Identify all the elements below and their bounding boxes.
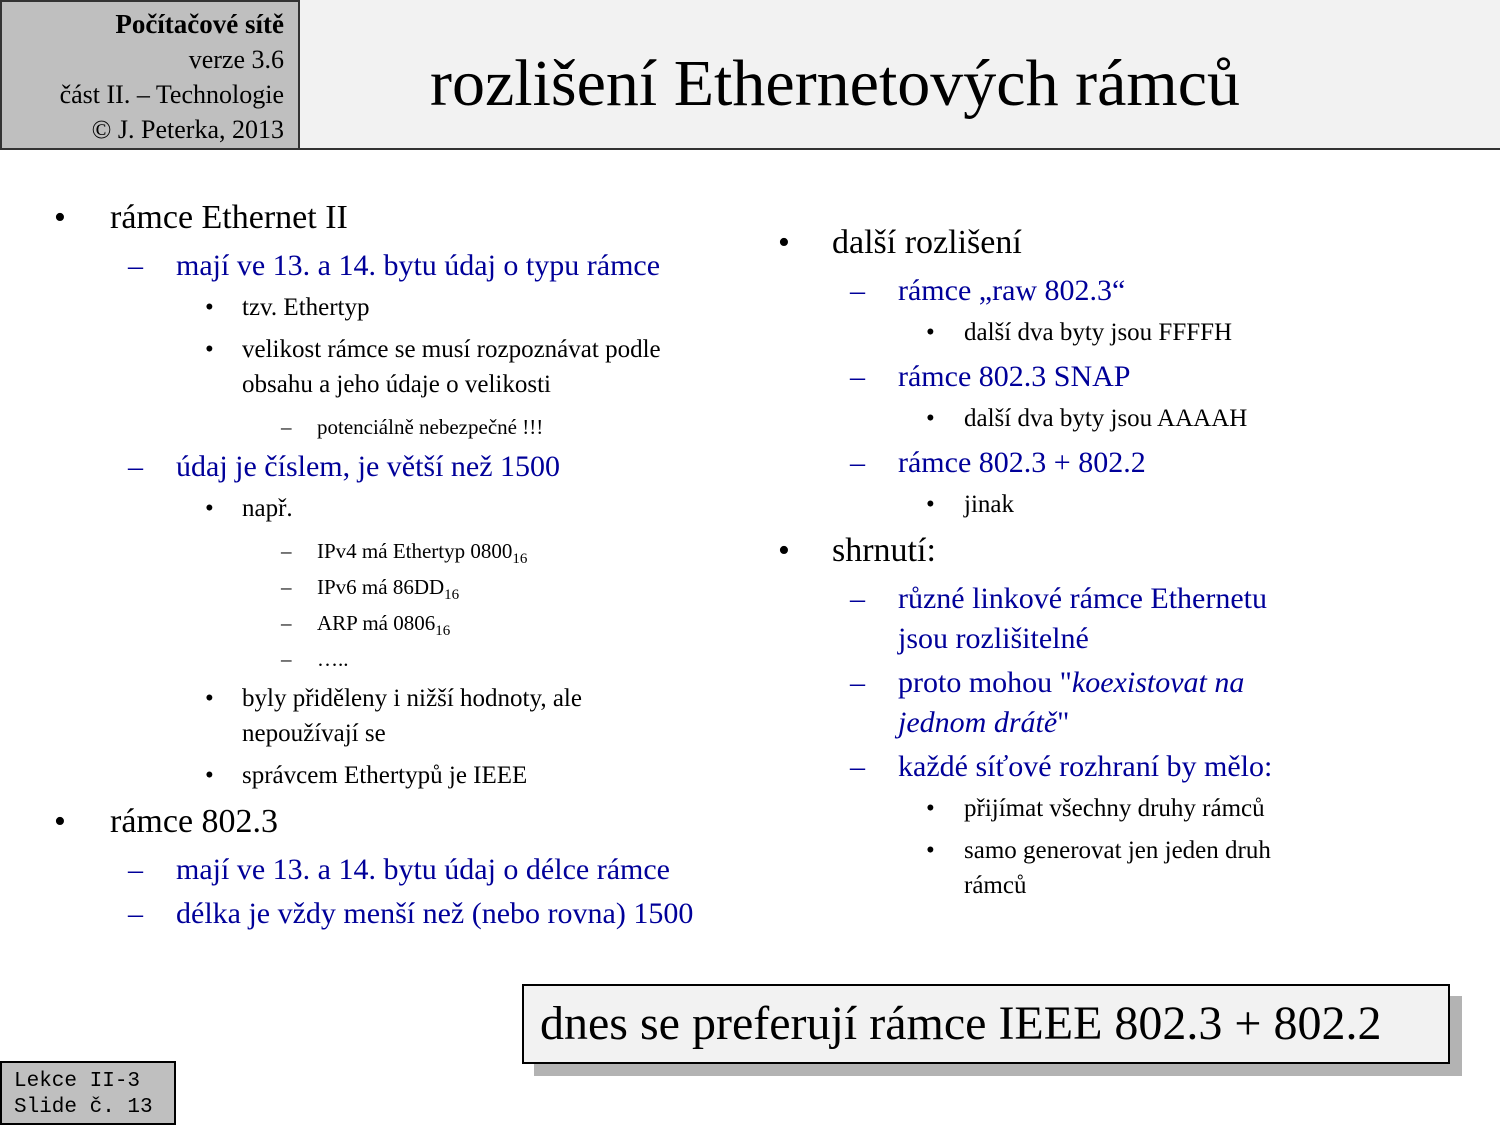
list-item-text: shrnutí: xyxy=(832,532,936,569)
bullet-icon: • xyxy=(205,685,214,712)
slide-number: Slide č. 13 xyxy=(14,1096,153,1119)
subscript: 16 xyxy=(512,551,528,567)
list-item xyxy=(0,246,760,286)
list-item xyxy=(740,401,1480,436)
list-item-text: IPv6 má 86DD xyxy=(317,575,445,599)
dash-icon: – xyxy=(850,582,865,615)
list-item xyxy=(740,579,1480,659)
lecture-label: Lekce II-3 xyxy=(14,1070,141,1093)
list-item xyxy=(740,271,1480,311)
course-author: © J. Peterka, 2013 xyxy=(91,115,284,144)
list-item-text: rámce 802.3 SNAP xyxy=(898,360,1131,393)
list-item-text: rámce Ethernet II xyxy=(110,199,348,236)
dash-icon: – xyxy=(128,450,143,483)
list-item-text: délka je vždy menší než (nebo rovna) 1500 xyxy=(176,897,694,930)
list-item xyxy=(740,791,1480,826)
course-info-box xyxy=(0,0,300,150)
list-item-text: přijímat všechny druhy rámců xyxy=(964,795,1265,822)
list-item-text: ….. xyxy=(317,647,349,671)
list-item xyxy=(740,221,1480,265)
list-item-text: další dva byty jsou AAAAH xyxy=(964,405,1248,432)
list-item xyxy=(0,605,760,641)
dash-icon: – xyxy=(850,360,865,393)
bullet-icon: • xyxy=(778,224,790,261)
callout-box: dnes se preferují rámce IEEE 802.3 + 802.2 xyxy=(522,984,1450,1064)
left-column xyxy=(0,196,760,938)
list-item xyxy=(0,681,760,751)
dash-icon: – xyxy=(850,750,865,783)
list-item-text: samo generovat jen jeden druh rámců xyxy=(964,837,1271,899)
list-item xyxy=(740,747,1480,787)
list-item xyxy=(0,196,760,240)
bullet-icon: • xyxy=(54,803,66,840)
coexist-post: " xyxy=(1057,706,1070,739)
list-item-text: ARP má 0806 xyxy=(317,611,436,635)
list-item xyxy=(0,332,760,402)
list-item-text: např. xyxy=(242,495,293,522)
list-item xyxy=(0,800,760,844)
list-item-text: jinak xyxy=(964,491,1014,518)
list-item-text: mají ve 13. a 14. bytu údaj o typu rámce xyxy=(176,249,661,282)
list-item xyxy=(740,315,1480,350)
subscript: 16 xyxy=(444,587,460,603)
list-item xyxy=(0,569,760,605)
list-item-text: rámce „raw 802.3“ xyxy=(898,274,1126,307)
list-item-text: byly přiděleny i nižší hodnoty, ale nepoužívají se xyxy=(242,685,582,747)
bullet-icon: • xyxy=(205,294,214,321)
dash-icon: – xyxy=(281,415,292,439)
list-item xyxy=(0,409,760,445)
dash-icon: – xyxy=(281,539,292,563)
bullet-icon: • xyxy=(926,319,935,346)
list-item xyxy=(740,529,1480,573)
dash-icon: – xyxy=(281,575,292,599)
bullet-icon: • xyxy=(778,532,790,569)
list-item xyxy=(0,447,760,487)
list-item xyxy=(740,487,1480,522)
course-name: Počítačové sítě xyxy=(115,9,284,39)
course-part: část II. – Technologie xyxy=(59,80,284,109)
right-column xyxy=(740,221,1480,910)
list-item-text: každé síťové rozhraní by mělo: xyxy=(898,750,1273,783)
list-item-text: správcem Ethertypů je IEEE xyxy=(242,762,528,789)
list-item xyxy=(0,894,760,934)
list-item xyxy=(0,491,760,526)
bullet-icon: • xyxy=(205,762,214,789)
bullet-icon: • xyxy=(205,336,214,363)
course-version: verze 3.6 xyxy=(188,45,284,74)
dash-icon: – xyxy=(850,666,865,699)
bullet-icon: • xyxy=(926,837,935,864)
bullet-icon: • xyxy=(926,491,935,518)
list-item xyxy=(0,758,760,793)
dash-icon: – xyxy=(281,611,292,635)
list-item xyxy=(0,533,760,569)
header-bar xyxy=(0,0,1500,150)
dash-icon: – xyxy=(128,897,143,930)
bullet-icon: • xyxy=(926,405,935,432)
list-item-text: tzv. Ethertyp xyxy=(242,294,370,321)
list-item-text: potenciálně nebezpečné !!! xyxy=(317,415,544,439)
list-item-text: rámce 802.3 xyxy=(110,803,279,840)
list-item-text: rámce 802.3 + 802.2 xyxy=(898,446,1146,479)
list-item xyxy=(740,443,1480,483)
subscript: 16 xyxy=(435,623,451,639)
list-item xyxy=(0,290,760,325)
dash-icon: – xyxy=(850,446,865,479)
slide-footer xyxy=(0,1061,176,1125)
list-item-text: údaj je číslem, je větší než 1500 xyxy=(176,450,561,483)
coexist-pre: proto mohou " xyxy=(898,666,1072,699)
list-item xyxy=(0,641,760,677)
dash-icon: – xyxy=(128,249,143,282)
list-item xyxy=(0,850,760,890)
list-item xyxy=(740,663,1480,743)
list-item-text: velikost rámce se musí rozpoznávat podle obsahu a jeho údaje o velikosti xyxy=(242,336,661,398)
list-item xyxy=(740,833,1480,903)
dash-icon: – xyxy=(281,647,292,671)
bullet-icon: • xyxy=(205,495,214,522)
dash-icon: – xyxy=(128,853,143,886)
page-title: rozlišení Ethernetových rámců xyxy=(429,47,1240,120)
list-item-text: další dva byty jsou FFFFH xyxy=(964,319,1233,346)
list-item-text: další rozlišení xyxy=(832,224,1022,261)
dash-icon: – xyxy=(850,274,865,307)
list-item-text: mají ve 13. a 14. bytu údaj o délce rámce xyxy=(176,853,670,886)
list-item-text: různé linkové rámce Ethernetu jsou rozlišitelné xyxy=(898,582,1267,655)
list-item-text xyxy=(898,663,1298,743)
bullet-icon: • xyxy=(54,199,66,236)
list-item-text: IPv4 má Ethertyp 0800 xyxy=(317,539,513,563)
bullet-icon: • xyxy=(926,795,935,822)
list-item xyxy=(740,357,1480,397)
coexist-emphasis: koexistovat na jednom drátě xyxy=(898,666,1245,739)
